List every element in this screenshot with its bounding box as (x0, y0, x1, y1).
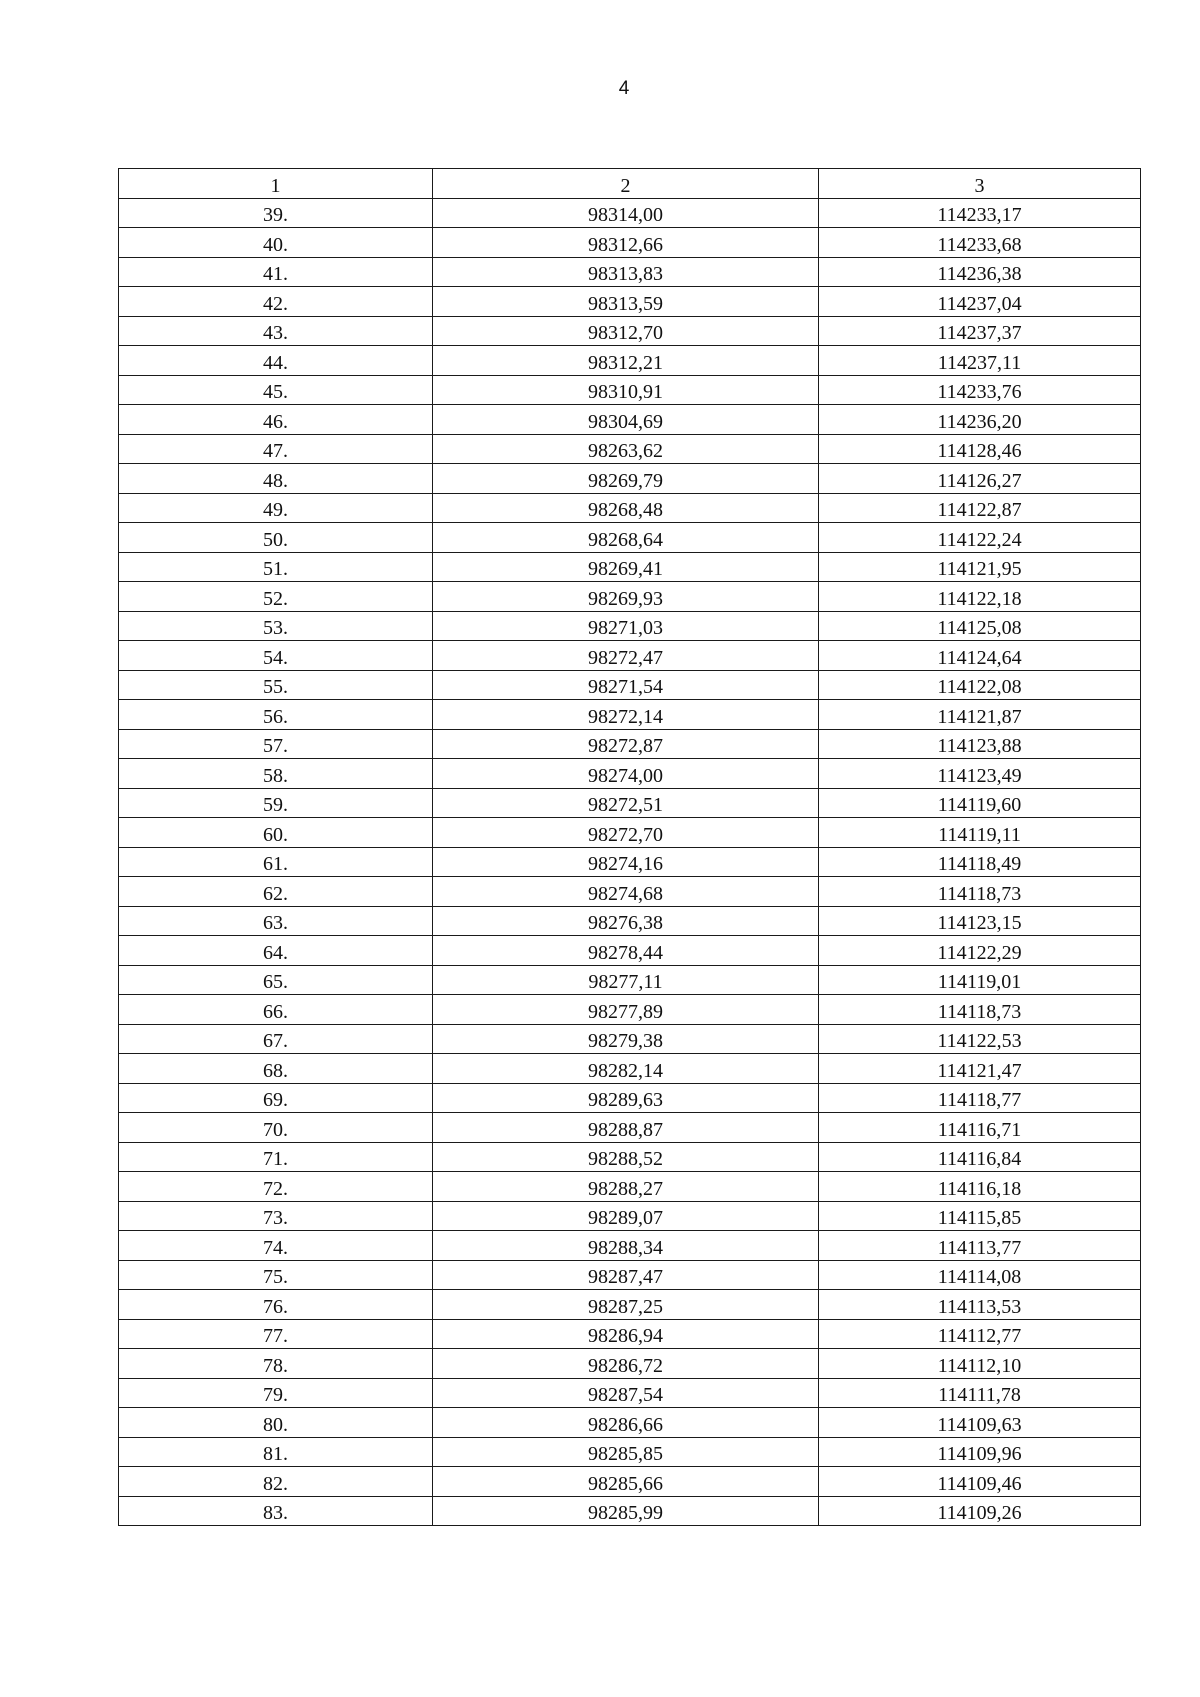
x-coordinate-cell: 98272,14 (433, 700, 819, 730)
column-header-1: 1 (119, 169, 433, 199)
y-coordinate-cell: 114109,26 (819, 1496, 1141, 1526)
y-coordinate-cell: 114109,46 (819, 1467, 1141, 1497)
point-number-cell: 67. (119, 1024, 433, 1054)
table-row (119, 1054, 1141, 1084)
x-coordinate-cell: 98269,79 (433, 464, 819, 494)
y-coordinate-cell: 114237,11 (819, 346, 1141, 376)
y-coordinate-cell: 114121,95 (819, 552, 1141, 582)
x-coordinate-cell: 98269,93 (433, 582, 819, 612)
x-coordinate-cell: 98313,83 (433, 257, 819, 287)
table-row (119, 493, 1141, 523)
y-coordinate-cell: 114121,47 (819, 1054, 1141, 1084)
table-row (119, 1496, 1141, 1526)
y-coordinate-cell: 114122,53 (819, 1024, 1141, 1054)
y-coordinate-cell: 114123,88 (819, 729, 1141, 759)
y-coordinate-cell: 114233,17 (819, 198, 1141, 228)
table-row (119, 434, 1141, 464)
point-number-cell: 55. (119, 670, 433, 700)
point-number-cell: 78. (119, 1349, 433, 1379)
table-row (119, 1378, 1141, 1408)
x-coordinate-cell: 98272,51 (433, 788, 819, 818)
x-coordinate-cell: 98286,72 (433, 1349, 819, 1379)
point-number-cell: 56. (119, 700, 433, 730)
y-coordinate-cell: 114118,73 (819, 877, 1141, 907)
x-coordinate-cell: 98312,70 (433, 316, 819, 346)
x-coordinate-cell: 98288,27 (433, 1172, 819, 1202)
point-number-cell: 41. (119, 257, 433, 287)
x-coordinate-cell: 98274,68 (433, 877, 819, 907)
table-row (119, 1319, 1141, 1349)
y-coordinate-cell: 114118,73 (819, 995, 1141, 1025)
y-coordinate-cell: 114123,49 (819, 759, 1141, 789)
x-coordinate-cell: 98304,69 (433, 405, 819, 435)
x-coordinate-cell: 98268,48 (433, 493, 819, 523)
y-coordinate-cell: 114122,87 (819, 493, 1141, 523)
y-coordinate-cell: 114125,08 (819, 611, 1141, 641)
point-number-cell: 81. (119, 1437, 433, 1467)
point-number-cell: 46. (119, 405, 433, 435)
table-row (119, 995, 1141, 1025)
table-row (119, 1201, 1141, 1231)
coordinates-table (118, 168, 1141, 1526)
y-coordinate-cell: 114109,96 (819, 1437, 1141, 1467)
y-coordinate-cell: 114116,84 (819, 1142, 1141, 1172)
table-row (119, 405, 1141, 435)
point-number-cell: 83. (119, 1496, 433, 1526)
x-coordinate-cell: 98287,25 (433, 1290, 819, 1320)
y-coordinate-cell: 114122,08 (819, 670, 1141, 700)
x-coordinate-cell: 98288,52 (433, 1142, 819, 1172)
point-number-cell: 60. (119, 818, 433, 848)
y-coordinate-cell: 114118,77 (819, 1083, 1141, 1113)
y-coordinate-cell: 114126,27 (819, 464, 1141, 494)
table-row (119, 759, 1141, 789)
y-coordinate-cell: 114233,68 (819, 228, 1141, 258)
x-coordinate-cell: 98271,54 (433, 670, 819, 700)
table-row (119, 257, 1141, 287)
y-coordinate-cell: 114112,77 (819, 1319, 1141, 1349)
point-number-cell: 69. (119, 1083, 433, 1113)
y-coordinate-cell: 114233,76 (819, 375, 1141, 405)
point-number-cell: 63. (119, 906, 433, 936)
y-coordinate-cell: 114118,49 (819, 847, 1141, 877)
point-number-cell: 74. (119, 1231, 433, 1261)
table-row (119, 582, 1141, 612)
table-row (119, 1083, 1141, 1113)
y-coordinate-cell: 114122,18 (819, 582, 1141, 612)
point-number-cell: 52. (119, 582, 433, 612)
table-row (119, 641, 1141, 671)
x-coordinate-cell: 98285,66 (433, 1467, 819, 1497)
x-coordinate-cell: 98310,91 (433, 375, 819, 405)
y-coordinate-cell: 114112,10 (819, 1349, 1141, 1379)
point-number-cell: 50. (119, 523, 433, 553)
table-row (119, 1024, 1141, 1054)
x-coordinate-cell: 98276,38 (433, 906, 819, 936)
point-number-cell: 73. (119, 1201, 433, 1231)
point-number-cell: 39. (119, 198, 433, 228)
table-row (119, 700, 1141, 730)
point-number-cell: 72. (119, 1172, 433, 1202)
table-row (119, 287, 1141, 317)
point-number-cell: 58. (119, 759, 433, 789)
y-coordinate-cell: 114236,20 (819, 405, 1141, 435)
table-row (119, 788, 1141, 818)
x-coordinate-cell: 98269,41 (433, 552, 819, 582)
x-coordinate-cell: 98312,66 (433, 228, 819, 258)
y-coordinate-cell: 114116,18 (819, 1172, 1141, 1202)
y-coordinate-cell: 114116,71 (819, 1113, 1141, 1143)
x-coordinate-cell: 98272,87 (433, 729, 819, 759)
point-number-cell: 47. (119, 434, 433, 464)
x-coordinate-cell: 98288,87 (433, 1113, 819, 1143)
x-coordinate-cell: 98286,94 (433, 1319, 819, 1349)
x-coordinate-cell: 98278,44 (433, 936, 819, 966)
point-number-cell: 65. (119, 965, 433, 995)
x-coordinate-cell: 98289,07 (433, 1201, 819, 1231)
y-coordinate-cell: 114113,77 (819, 1231, 1141, 1261)
point-number-cell: 48. (119, 464, 433, 494)
x-coordinate-cell: 98286,66 (433, 1408, 819, 1438)
table-row (119, 1142, 1141, 1172)
page-number: 4 (618, 78, 630, 99)
table-row (119, 847, 1141, 877)
y-coordinate-cell: 114121,87 (819, 700, 1141, 730)
x-coordinate-cell: 98287,54 (433, 1378, 819, 1408)
x-coordinate-cell: 98288,34 (433, 1231, 819, 1261)
table-row (119, 346, 1141, 376)
table-row (119, 877, 1141, 907)
y-coordinate-cell: 114119,60 (819, 788, 1141, 818)
point-number-cell: 49. (119, 493, 433, 523)
column-header-3: 3 (819, 169, 1141, 199)
table-row (119, 1349, 1141, 1379)
point-number-cell: 40. (119, 228, 433, 258)
y-coordinate-cell: 114119,01 (819, 965, 1141, 995)
y-coordinate-cell: 114236,38 (819, 257, 1141, 287)
y-coordinate-cell: 114122,29 (819, 936, 1141, 966)
x-coordinate-cell: 98263,62 (433, 434, 819, 464)
x-coordinate-cell: 98277,11 (433, 965, 819, 995)
point-number-cell: 62. (119, 877, 433, 907)
y-coordinate-cell: 114123,15 (819, 906, 1141, 936)
y-coordinate-cell: 114128,46 (819, 434, 1141, 464)
point-number-cell: 70. (119, 1113, 433, 1143)
point-number-cell: 45. (119, 375, 433, 405)
point-number-cell: 82. (119, 1467, 433, 1497)
table-row (119, 936, 1141, 966)
table-row (119, 1408, 1141, 1438)
point-number-cell: 79. (119, 1378, 433, 1408)
point-number-cell: 71. (119, 1142, 433, 1172)
y-coordinate-cell: 114119,11 (819, 818, 1141, 848)
point-number-cell: 66. (119, 995, 433, 1025)
point-number-cell: 53. (119, 611, 433, 641)
x-coordinate-cell: 98272,70 (433, 818, 819, 848)
table-row (119, 375, 1141, 405)
table-row (119, 316, 1141, 346)
point-number-cell: 75. (119, 1260, 433, 1290)
point-number-cell: 59. (119, 788, 433, 818)
table-row (119, 1172, 1141, 1202)
table-row (119, 611, 1141, 641)
table-row (119, 670, 1141, 700)
point-number-cell: 51. (119, 552, 433, 582)
y-coordinate-cell: 114113,53 (819, 1290, 1141, 1320)
point-number-cell: 44. (119, 346, 433, 376)
table-row (119, 523, 1141, 553)
x-coordinate-cell: 98277,89 (433, 995, 819, 1025)
y-coordinate-cell: 114124,64 (819, 641, 1141, 671)
point-number-cell: 43. (119, 316, 433, 346)
x-coordinate-cell: 98271,03 (433, 611, 819, 641)
table-body (119, 198, 1141, 1526)
x-coordinate-cell: 98312,21 (433, 346, 819, 376)
point-number-cell: 42. (119, 287, 433, 317)
x-coordinate-cell: 98268,64 (433, 523, 819, 553)
x-coordinate-cell: 98282,14 (433, 1054, 819, 1084)
y-coordinate-cell: 114122,24 (819, 523, 1141, 553)
table-row (119, 464, 1141, 494)
x-coordinate-cell: 98285,99 (433, 1496, 819, 1526)
table-row (119, 228, 1141, 258)
table-row (119, 198, 1141, 228)
x-coordinate-cell: 98274,16 (433, 847, 819, 877)
y-coordinate-cell: 114237,37 (819, 316, 1141, 346)
table-row (119, 965, 1141, 995)
table-row (119, 729, 1141, 759)
point-number-cell: 68. (119, 1054, 433, 1084)
x-coordinate-cell: 98274,00 (433, 759, 819, 789)
point-number-cell: 57. (119, 729, 433, 759)
x-coordinate-cell: 98272,47 (433, 641, 819, 671)
table-row (119, 1467, 1141, 1497)
table-row (119, 1231, 1141, 1261)
x-coordinate-cell: 98289,63 (433, 1083, 819, 1113)
x-coordinate-cell: 98313,59 (433, 287, 819, 317)
point-number-cell: 54. (119, 641, 433, 671)
y-coordinate-cell: 114111,78 (819, 1378, 1141, 1408)
point-number-cell: 64. (119, 936, 433, 966)
y-coordinate-cell: 114237,04 (819, 287, 1141, 317)
table-row (119, 1437, 1141, 1467)
point-number-cell: 80. (119, 1408, 433, 1438)
x-coordinate-cell: 98314,00 (433, 198, 819, 228)
point-number-cell: 61. (119, 847, 433, 877)
table-row (119, 906, 1141, 936)
y-coordinate-cell: 114115,85 (819, 1201, 1141, 1231)
table-row (119, 552, 1141, 582)
column-header-2: 2 (433, 169, 819, 199)
table-row (119, 818, 1141, 848)
x-coordinate-cell: 98285,85 (433, 1437, 819, 1467)
table-row (119, 1260, 1141, 1290)
table-row (119, 1113, 1141, 1143)
point-number-cell: 76. (119, 1290, 433, 1320)
x-coordinate-cell: 98279,38 (433, 1024, 819, 1054)
y-coordinate-cell: 114109,63 (819, 1408, 1141, 1438)
table-row (119, 1290, 1141, 1320)
x-coordinate-cell: 98287,47 (433, 1260, 819, 1290)
table-header-row (119, 169, 1141, 199)
point-number-cell: 77. (119, 1319, 433, 1349)
y-coordinate-cell: 114114,08 (819, 1260, 1141, 1290)
